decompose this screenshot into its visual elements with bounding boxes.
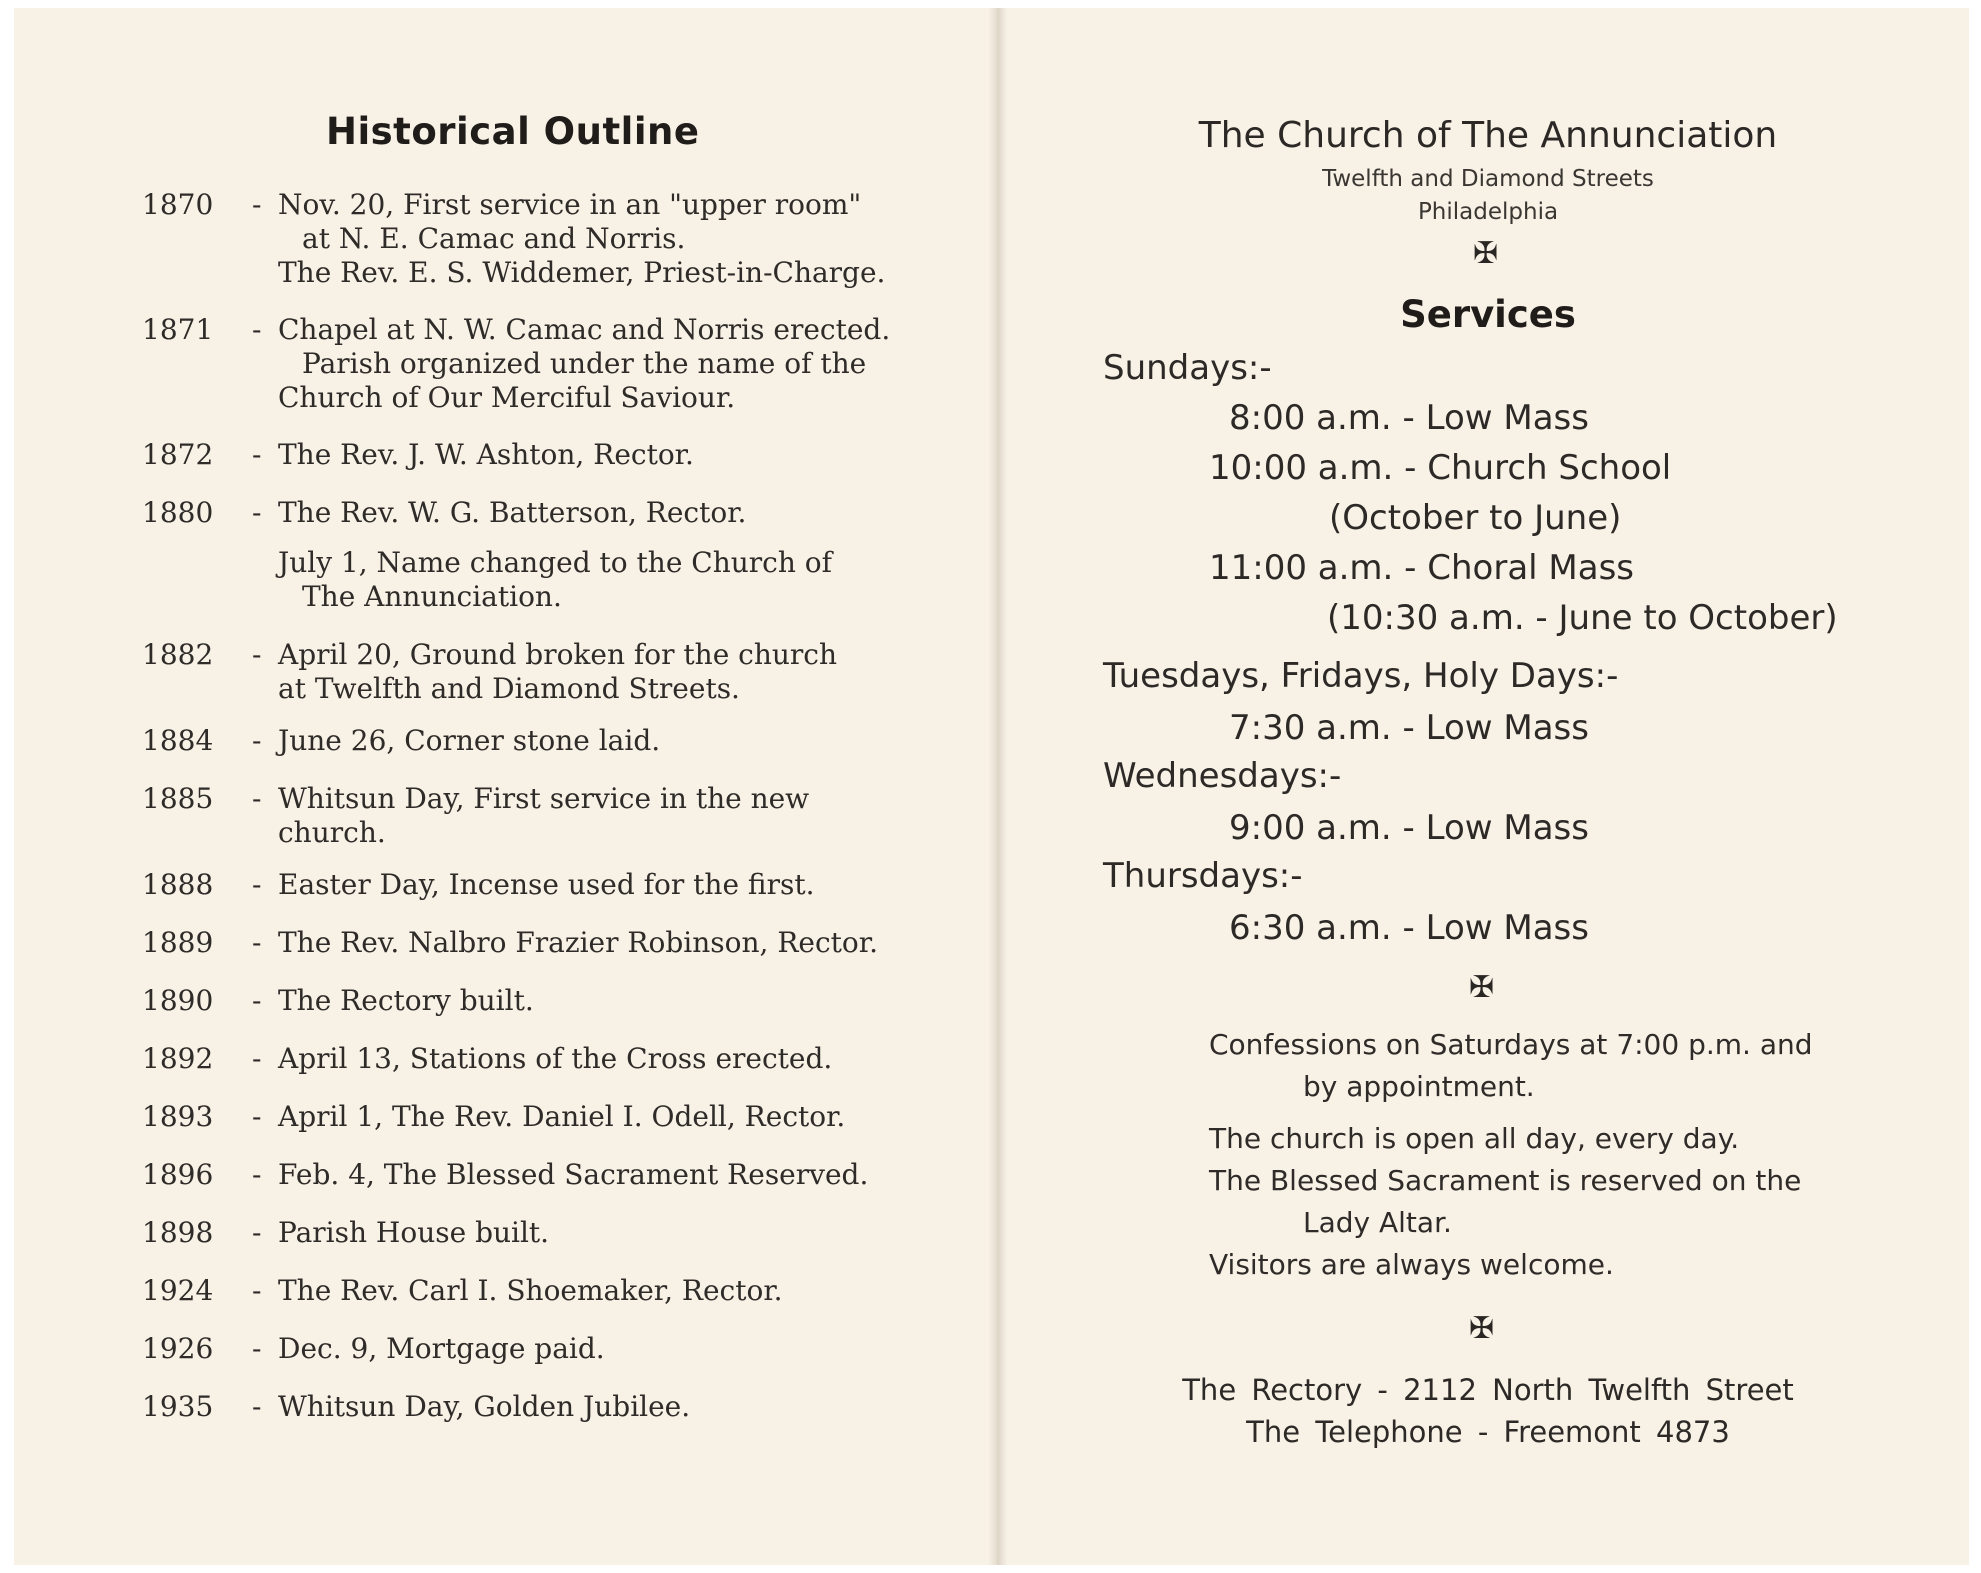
timeline-dash: - <box>252 926 262 959</box>
timeline-text: July 1, Name changed to the Church of <box>278 546 832 579</box>
timeline-text: at N. E. Camac and Norris. <box>302 222 686 255</box>
timeline-dash: - <box>252 1390 262 1423</box>
timeline-dash: - <box>252 984 262 1017</box>
timeline-dash: - <box>252 188 262 221</box>
timeline-entry <box>142 1390 690 1424</box>
timeline-entry <box>142 438 694 472</box>
timeline-entry <box>142 638 837 706</box>
tuesdays-label: Tuesdays, Fridays, Holy Days:- <box>1103 656 1619 696</box>
timeline-text: April 13, Stations of the Cross erected. <box>278 1042 833 1075</box>
timeline-year: 1935 <box>142 1390 214 1423</box>
sunday-service-2: 10:00 a.m. - Church School <box>1209 448 1672 488</box>
timeline-text: April 1, The Rev. Daniel I. Odell, Rector. <box>278 1100 846 1133</box>
timeline-entry <box>142 496 832 614</box>
sunday-service-2-note: (October to June) <box>1329 498 1622 538</box>
timeline-entry <box>142 1042 832 1076</box>
timeline-year: 1880 <box>142 496 214 529</box>
timeline-entry <box>142 724 660 758</box>
thursdays-label: Thursdays:- <box>1103 856 1303 896</box>
timeline-dash: - <box>252 724 262 757</box>
rectory-address: The Rectory - 2112 North Twelfth Street <box>1182 1373 1794 1407</box>
timeline-text: The Rev. Carl I. Shoemaker, Rector. <box>278 1274 783 1307</box>
church-city: Philadelphia <box>1417 199 1559 225</box>
timeline-entry <box>142 984 534 1018</box>
timeline-entry <box>142 1274 783 1308</box>
timeline-year: 1888 <box>142 868 214 901</box>
sunday-service-1: 8:00 a.m. - Low Mass <box>1229 398 1589 438</box>
timeline-year: 1885 <box>142 782 214 815</box>
timeline-entry <box>142 782 809 850</box>
timeline-text: Dec. 9, Mortgage paid. <box>278 1332 605 1365</box>
timeline-dash: - <box>252 1158 262 1191</box>
timeline-text: The Rev. J. W. Ashton, Rector. <box>278 438 694 471</box>
cross-icon: ✠ <box>1469 970 1495 1005</box>
timeline-entry <box>142 1216 549 1250</box>
timeline-entry <box>142 868 815 902</box>
timeline-text: Easter Day, Incense used for the first. <box>278 868 815 901</box>
sacrament-note: The Blessed Sacrament is reserved on the <box>1209 1164 1802 1197</box>
timeline-dash: - <box>252 438 262 471</box>
timeline-year: 1926 <box>142 1332 214 1365</box>
timeline-dash: - <box>252 1216 262 1249</box>
church-address: Twelfth and Diamond Streets <box>1322 166 1654 192</box>
left-panel <box>14 8 989 1565</box>
timeline-year: 1896 <box>142 1158 214 1191</box>
sacrament-note-cont: Lady Altar. <box>1303 1206 1452 1239</box>
timeline-text: Feb. 4, The Blessed Sacrament Reserved. <box>278 1158 869 1191</box>
timeline-text: Parish House built. <box>278 1216 550 1249</box>
sundays-label: Sundays:- <box>1103 348 1272 388</box>
wednesdays-label: Wednesdays:- <box>1103 756 1342 796</box>
telephone: The Telephone - Freemont 4873 <box>1246 1415 1730 1449</box>
confessions-note-cont: by appointment. <box>1303 1070 1535 1103</box>
timeline-year: 1898 <box>142 1216 214 1249</box>
services-title: Services <box>1400 293 1576 336</box>
timeline-year: 1871 <box>142 313 214 346</box>
timeline-dash: - <box>252 496 262 529</box>
cross-icon: ✠ <box>1473 236 1499 271</box>
timeline-year: 1892 <box>142 1042 214 1075</box>
timeline-text: The Rev. W. G. Batterson, Rector. <box>278 496 747 529</box>
visitors-note: Visitors are always welcome. <box>1209 1248 1614 1281</box>
center-fold <box>989 8 1007 1565</box>
timeline-year: 1893 <box>142 1100 214 1133</box>
timeline-year: 1924 <box>142 1274 214 1307</box>
open-note: The church is open all day, every day. <box>1209 1122 1740 1155</box>
timeline-entry <box>142 1158 868 1192</box>
timeline-dash: - <box>252 638 262 671</box>
tuesday-service-1: 7:30 a.m. - Low Mass <box>1229 708 1589 748</box>
timeline-text: Nov. 20, First service in an "upper room" <box>278 188 862 221</box>
timeline-dash: - <box>252 1042 262 1075</box>
timeline-text: The Rev. E. S. Widdemer, Priest-in-Charge. <box>278 256 886 289</box>
timeline-year: 1870 <box>142 188 214 221</box>
timeline-dash: - <box>252 313 262 346</box>
cross-icon: ✠ <box>1469 1311 1495 1346</box>
confessions-note: Confessions on Saturdays at 7:00 p.m. and <box>1209 1028 1813 1061</box>
timeline-year: 1890 <box>142 984 214 1017</box>
timeline-dash: - <box>252 1332 262 1365</box>
timeline-year: 1889 <box>142 926 214 959</box>
timeline-text: The Annunciation. <box>302 580 562 613</box>
timeline-text: church. <box>278 816 386 849</box>
timeline-text: The Rectory built. <box>278 984 534 1017</box>
wednesday-service-1: 9:00 a.m. - Low Mass <box>1229 808 1589 848</box>
timeline-text: at Twelfth and Diamond Streets. <box>278 672 740 705</box>
church-name: The Church of The Annunciation <box>1198 115 1778 156</box>
timeline-text: Parish organized under the name of the <box>302 347 867 380</box>
timeline-dash: - <box>252 1100 262 1133</box>
timeline-year: 1872 <box>142 438 214 471</box>
timeline-year: 1882 <box>142 638 214 671</box>
timeline-text: June 26, Corner stone laid. <box>278 724 661 757</box>
right-panel <box>1007 8 1969 1565</box>
sunday-service-3: 11:00 a.m. - Choral Mass <box>1209 548 1634 588</box>
historical-outline-title: Historical Outline <box>326 110 700 153</box>
timeline-text: Church of Our Merciful Saviour. <box>278 381 736 414</box>
timeline-dash: - <box>252 1274 262 1307</box>
timeline-entry <box>142 1100 845 1134</box>
timeline-entry <box>142 313 890 415</box>
timeline-dash: - <box>252 782 262 815</box>
timeline-text: Whitsun Day, First service in the new <box>278 782 810 815</box>
timeline-entry <box>142 926 878 960</box>
timeline-text: The Rev. Nalbro Frazier Robinson, Rector. <box>278 926 878 959</box>
timeline-text: April 20, Ground broken for the church <box>278 638 838 671</box>
thursday-service-1: 6:30 a.m. - Low Mass <box>1229 908 1589 948</box>
timeline-entry <box>142 188 885 290</box>
timeline-year: 1884 <box>142 724 214 757</box>
timeline-dash: - <box>252 868 262 901</box>
timeline-text: Chapel at N. W. Camac and Norris erected. <box>278 313 891 346</box>
timeline-entry <box>142 1332 605 1366</box>
sunday-service-3-note: (10:30 a.m. - June to October) <box>1327 598 1838 638</box>
leaflet <box>14 8 1969 1565</box>
timeline-text: Whitsun Day, Golden Jubilee. <box>278 1390 691 1423</box>
